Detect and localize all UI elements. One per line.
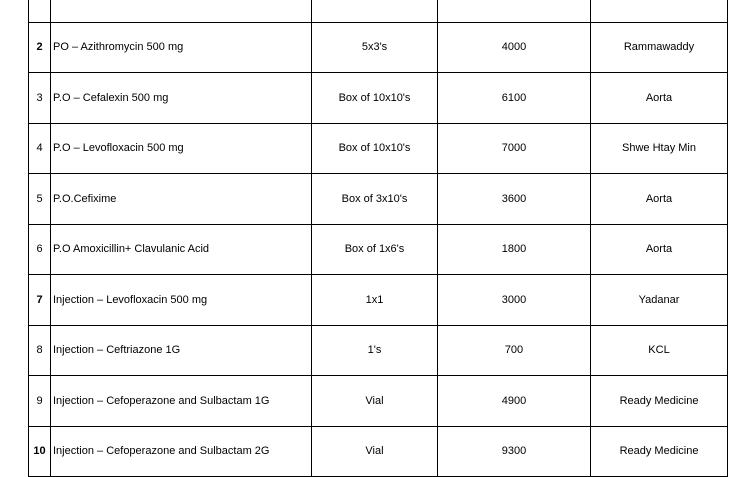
- row-number-cell: 9: [29, 376, 51, 427]
- pack-size-cell: Vial: [312, 376, 438, 427]
- supplier-cell: Aorta: [591, 174, 728, 225]
- item-name-cell: Injection – Cefoperazone and Sulbactam 2G: [51, 426, 312, 477]
- supplier-cell: Rammawaddy: [591, 22, 728, 73]
- table-row: [29, 174, 728, 225]
- row-number-cell: 2: [29, 22, 51, 73]
- item-name-cell: P.O Amoxicillin+ Clavulanic Acid: [51, 224, 312, 275]
- table-row: [29, 275, 728, 326]
- pack-size-cell: Box of 3x10's: [312, 174, 438, 225]
- item-name-cell: PO – Azithromycin 500 mg: [51, 22, 312, 73]
- row-number-cell: 5: [29, 174, 51, 225]
- quantity-cell: 9300: [438, 426, 591, 477]
- quantity-cell: [438, 0, 591, 22]
- pack-size-cell: 1's: [312, 325, 438, 376]
- row-number-cell: 3: [29, 73, 51, 124]
- item-name-cell: P.O.Cefixime: [51, 174, 312, 225]
- table-row: [29, 73, 728, 124]
- item-name-cell: Injection – Levofloxacin 500 mg: [51, 275, 312, 326]
- row-number-cell: 4: [29, 123, 51, 174]
- item-name-cell: Injection – Ceftriazone 1G: [51, 325, 312, 376]
- quantity-cell: 4000: [438, 22, 591, 73]
- pack-size-cell: Box of 1x6's: [312, 224, 438, 275]
- quantity-cell: 7000: [438, 123, 591, 174]
- table-row: [29, 426, 728, 477]
- quantity-cell: 3000: [438, 275, 591, 326]
- item-name-cell: Injection – Cefoperazone and Sulbactam 1G: [51, 376, 312, 427]
- supplier-cell: Shwe Htay Min: [591, 123, 728, 174]
- supplier-cell: KCL: [591, 325, 728, 376]
- quantity-cell: 700: [438, 325, 591, 376]
- table-row: [29, 0, 728, 22]
- quantity-cell: 4900: [438, 376, 591, 427]
- supplier-cell: Ready Medicine: [591, 426, 728, 477]
- item-name-cell: P.O – Cefalexin 500 mg: [51, 73, 312, 124]
- table-body: [29, 0, 728, 477]
- table-row: [29, 376, 728, 427]
- row-number-cell: [29, 0, 51, 22]
- table-row: [29, 325, 728, 376]
- row-number-cell: 10: [29, 426, 51, 477]
- supplier-cell: Ready Medicine: [591, 376, 728, 427]
- pack-size-cell: Vial: [312, 426, 438, 477]
- table-row: [29, 123, 728, 174]
- supplier-cell: Aorta: [591, 73, 728, 124]
- pack-size-cell: 5x3's: [312, 22, 438, 73]
- drug-procurement-table: [28, 0, 728, 477]
- table-row: [29, 224, 728, 275]
- supplier-cell: Aorta: [591, 224, 728, 275]
- table-row: [29, 22, 728, 73]
- pack-size-cell: Box of 10x10's: [312, 73, 438, 124]
- item-name-cell: [51, 0, 312, 22]
- quantity-cell: 3600: [438, 174, 591, 225]
- pack-size-cell: Box of 10x10's: [312, 123, 438, 174]
- row-number-cell: 8: [29, 325, 51, 376]
- quantity-cell: 6100: [438, 73, 591, 124]
- item-name-cell: P.O – Levofloxacin 500 mg: [51, 123, 312, 174]
- supplier-cell: [591, 0, 728, 22]
- pack-size-cell: [312, 0, 438, 22]
- row-number-cell: 7: [29, 275, 51, 326]
- pack-size-cell: 1x1: [312, 275, 438, 326]
- quantity-cell: 1800: [438, 224, 591, 275]
- row-number-cell: 6: [29, 224, 51, 275]
- supplier-cell: Yadanar: [591, 275, 728, 326]
